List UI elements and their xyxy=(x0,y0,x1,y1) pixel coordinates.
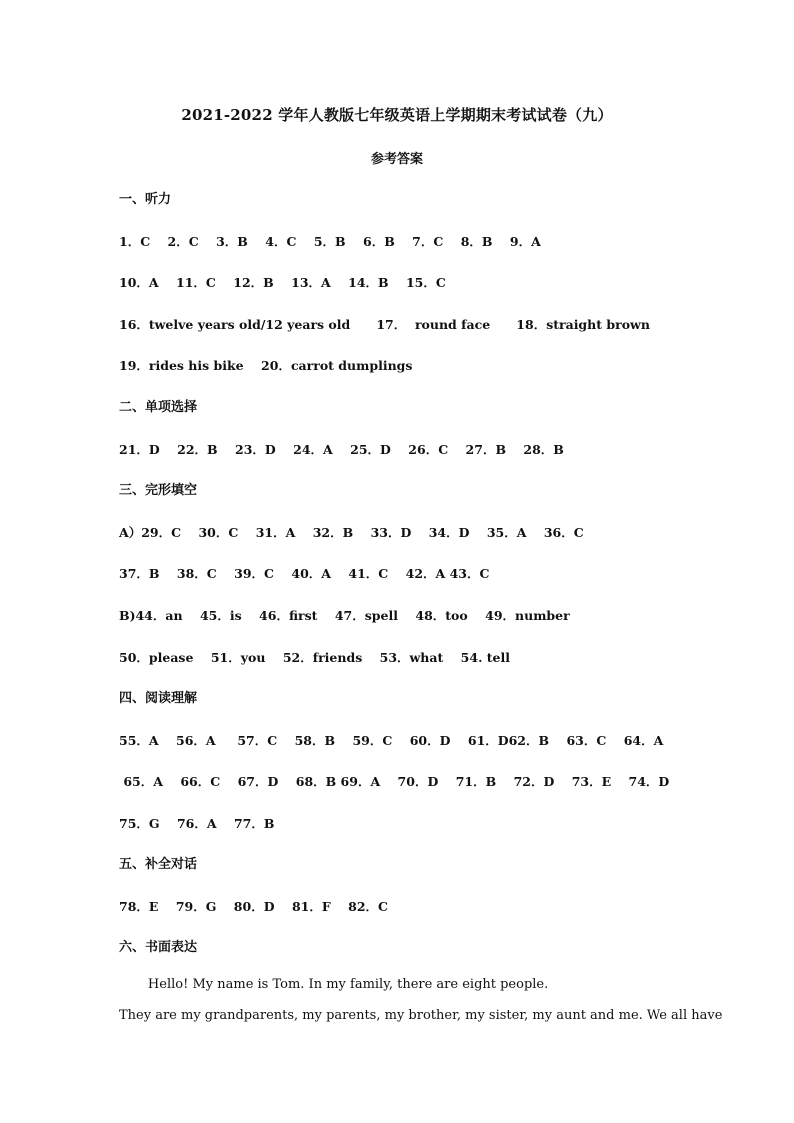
answer-line: 78．E 79．G 80．D 81．F 82．C xyxy=(119,899,388,914)
section-heading-cloze: 三、完形填空 xyxy=(119,483,198,498)
answer-line: 19．rides his bike 20．carrot dumplings xyxy=(119,358,413,373)
answer-line: 37．B 38．C 39．C 40．A 41．C 42．A 43．C xyxy=(119,566,490,581)
section-heading-single-choice: 二、单项选择 xyxy=(119,400,198,415)
answer-line: 16．twelve years old/12 years old 17． round face 18．straight brown xyxy=(119,317,650,332)
answer-line: 55．A 56．A 57．C 58．B 59．C 60．D 61．D62．B 63．C 64．A xyxy=(119,733,664,748)
essay-line: They are my grandparents, my parents, my brother, my sister, my aunt and me. We all have xyxy=(119,1008,723,1023)
section-heading-dialogue: 五、补全对话 xyxy=(119,857,198,872)
answer-line: 1．C 2．C 3．B 4．C 5．B 6．B 7．C 8．B 9．A xyxy=(119,234,541,249)
answer-line: 50．please 51．you 52．friends 53．what 54. tell xyxy=(119,650,511,665)
answer-line: A）29．C 30．C 31．A 32．B 33．D 34．D 35．A 36．C xyxy=(119,525,584,540)
essay-line: Hello! My name is Tom. In my family, there are eight people. xyxy=(119,977,549,992)
section-heading-writing: 六、书面表达 xyxy=(119,940,198,955)
section-heading-reading: 四、阅读理解 xyxy=(119,691,198,706)
page-subtitle: 参考答案 xyxy=(370,152,423,167)
answer-line: 21．D 22．B 23．D 24．A 25．D 26．C 27．B 28．B xyxy=(119,442,564,457)
answer-line: B)44．an 45．is 46．first 47．spell 48．too 49．number xyxy=(119,608,570,623)
answer-line: 65．A 66．C 67．D 68．B 69．A 70．D 71．B 72．D 73．E 74．D xyxy=(119,774,670,789)
answer-line: 75．G 76．A 77．B xyxy=(119,816,275,831)
page-title: 2021-2022 学年人教版七年级英语上学期期末考试试卷（九） xyxy=(181,106,613,124)
section-heading-listening: 一、听力 xyxy=(119,192,172,207)
answer-line: 10．A 11．C 12．B 13．A 14．B 15．C xyxy=(119,275,446,290)
